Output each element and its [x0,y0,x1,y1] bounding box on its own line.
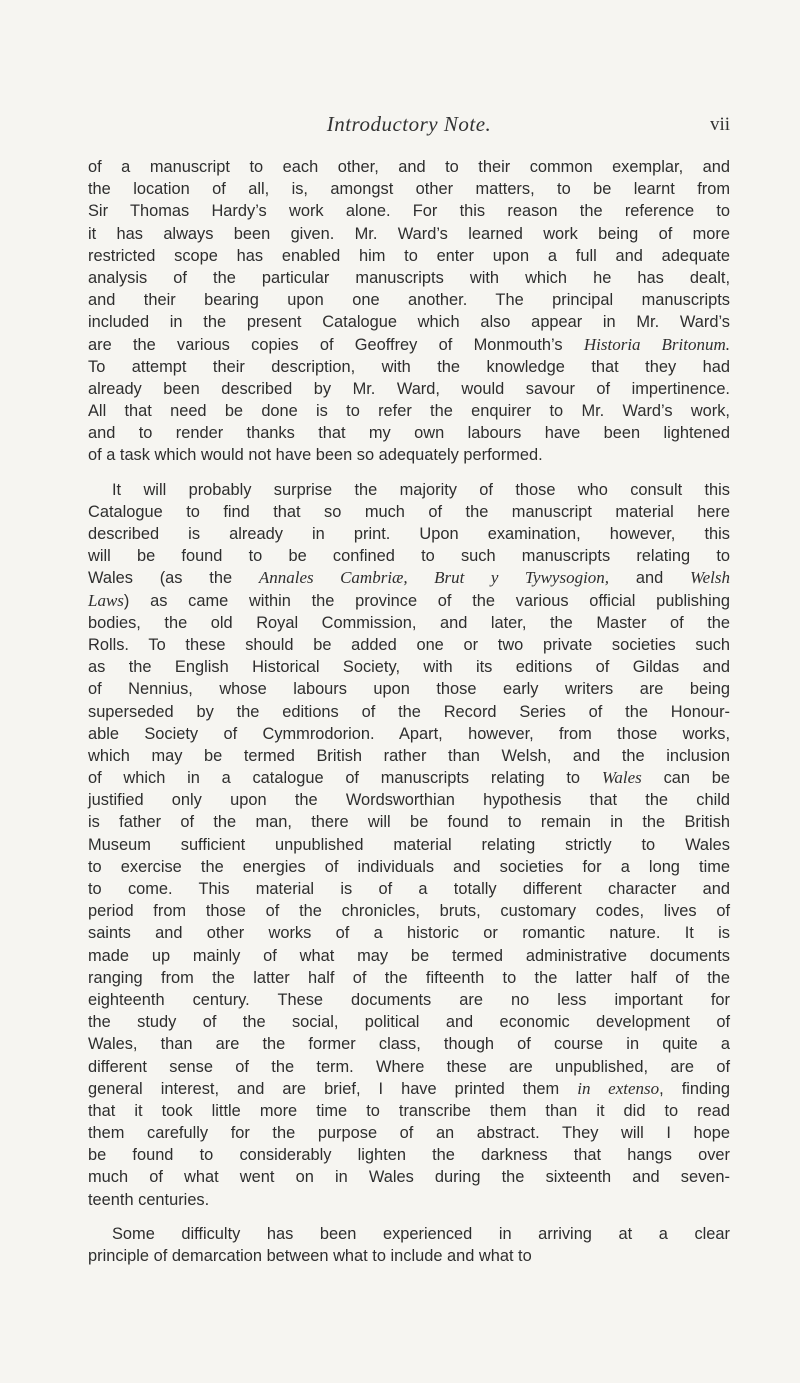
text-segment: teenth centuries. [88,1190,210,1209]
text-segment: be found to considerably lighten the darkness that hangs over [88,1146,730,1165]
text-segment: ) as came within the province of the various official publishing [123,591,730,610]
text-segment: of a manuscript to each other, and to their common exemplar, and [88,158,730,176]
text-segment: Wales (as the [88,569,259,588]
text-line [88,811,730,833]
text-segment: Some difficulty has been experienced in arriving at a clear [112,1224,730,1243]
text-line [88,1033,730,1055]
text-line [88,900,730,922]
text-segment: Wales, than are the former class, though of course in quite a [88,1035,730,1054]
text-segment: eighteenth century. These documents are no less important for [88,990,730,1009]
text-segment: It will probably surprise the majority of those who consult this [112,480,730,499]
text-segment: justified only upon the Wordsworthian hypothesis that the child [88,791,730,810]
text-line [88,1122,730,1144]
text-segment: of which in a catalogue of manuscripts relating to [88,769,602,788]
text-segment: which may be termed British rather than Welsh, and the inclusion [88,746,730,765]
text-line [88,1166,730,1188]
text-line [88,634,730,656]
text-segment: and to render thanks that my own labours have been lightened [88,424,730,443]
text-line [88,1011,730,1033]
text-segment: of a task which would not have been so adequately performed. [88,446,543,465]
text-line [88,678,730,700]
text-line [88,422,730,444]
text-line [88,789,730,811]
text-line [88,1100,730,1122]
text-segment: To attempt their description, with the knowledge that they had [88,357,730,376]
text-line [88,311,730,333]
page-header [88,112,730,142]
text-segment: Museum sufficient unpublished material relating strictly to Wales [88,835,730,854]
text-segment: can be [641,769,730,788]
text-segment: Catalogue to find that so much of the manuscript material here [88,502,730,521]
text-segment: is father of the man, there will be found to remain in the British [88,813,730,832]
text-line [88,1223,730,1245]
text-line [88,723,730,745]
text-line [88,567,730,589]
text-segment: All that need be done is to refer the enquirer to Mr. Ward’s work, [88,402,730,421]
text-line [88,223,730,245]
text-line [88,856,730,878]
text-line [88,701,730,723]
text-line [88,1056,730,1078]
text-segment: Rolls. To these should be added one or two private societies such [88,635,730,654]
text-line [88,1189,730,1211]
page-number: vii [709,114,730,135]
text-line [88,1144,730,1166]
text-line [88,501,730,523]
italic-text: in extenso [577,1078,660,1098]
text-line [88,545,730,567]
text-segment: to come. This material is of a totally different character and [88,880,730,898]
text-line [88,178,730,200]
text-segment: to exercise the energies of individuals and societies for a long time [88,857,730,876]
text-line [88,612,730,634]
text-line [88,922,730,944]
italic-text: Laws [88,590,124,610]
body-text [88,156,730,1267]
text-segment: described is already in print. Upon examination, however, this [88,525,730,543]
text-segment: and [609,569,690,588]
text-segment: and their bearing upon one another. The principal manuscripts [88,291,730,310]
text-line [88,444,730,466]
text-segment: it has always been given. Mr. Ward’s learned work being of more [88,224,730,243]
text-segment: , finding [659,1079,730,1098]
text-line [88,656,730,678]
text-segment: superseded by the editions of the Record Series of the Honour- [88,702,730,721]
text-segment: saints and other works of a historic or romantic nature. It is [88,924,730,943]
text-line [88,767,730,789]
text-line [88,1078,730,1100]
text-segment: included in the present Catalogue which also appear in Mr. Ward’s [88,313,730,332]
italic-text: Historia Britonum. [583,334,730,354]
text-line [88,989,730,1011]
text-segment: ranging from the latter half of the fifteenth to the latter half of the [88,968,730,987]
text-line [88,1245,730,1267]
text-line [88,400,730,422]
text-line [88,356,730,378]
text-line [88,200,730,222]
text-segment: will be found to be confined to such manuscripts relating to [88,547,730,566]
text-line [88,334,730,356]
italic-text: Wales [601,768,642,788]
text-line [88,378,730,400]
text-segment: analysis of the particular manuscripts with which he has dealt, [88,268,730,287]
running-title: Introductory Note. [326,112,492,136]
text-line [88,945,730,967]
text-segment: made up mainly of what may be termed administrative documents [88,946,730,965]
text-segment: are the various copies of Geoffrey of Monmouth’s [88,335,584,354]
italic-text: Annales Cambriæ, Brut y Tywysogion, [258,568,610,588]
text-segment: the location of all, is, amongst other matters, to be learnt from [88,180,730,199]
text-segment: as the English Historical Society, with its editions of Gildas and [88,658,730,677]
text-segment: different sense of the term. Where these are unpublished, are of [88,1057,730,1076]
text-line [88,745,730,767]
text-segment: already been described by Mr. Ward, would savour of impertinence. [88,379,730,398]
text-line [88,156,730,178]
text-segment: of Nennius, whose labours upon those early writers are being [88,680,730,699]
text-line [88,479,730,501]
text-line [88,878,730,900]
text-segment: the study of the social, political and economic development of [88,1013,730,1032]
text-segment: much of what went on in Wales during the sixteenth and seven- [88,1168,730,1187]
text-segment: period from those of the chronicles, bruts, customary codes, lives of [88,902,730,921]
text-segment: that it took little more time to transcribe them than it did to read [88,1101,730,1120]
text-line [88,245,730,267]
italic-text: Welsh [689,568,730,588]
text-line [88,267,730,289]
text-segment: bodies, the old Royal Commission, and later, the Master of the [88,613,730,632]
text-line [88,967,730,989]
text-segment: them carefully for the purpose of an abstract. They will I hope [88,1124,730,1143]
text-line [88,834,730,856]
text-segment: able Society of Cymmrodorion. Apart, however, from those works, [88,724,730,743]
text-line [88,590,730,612]
text-segment: general interest, and are brief, I have printed them [88,1079,578,1098]
text-line [88,523,730,545]
text-segment: restricted scope has enabled him to enter upon a full and adequate [88,246,730,265]
text-segment: Sir Thomas Hardy’s work alone. For this reason the reference to [88,202,730,221]
text-line [88,289,730,311]
text-segment: principle of demarcation between what to include and what to [88,1247,532,1265]
